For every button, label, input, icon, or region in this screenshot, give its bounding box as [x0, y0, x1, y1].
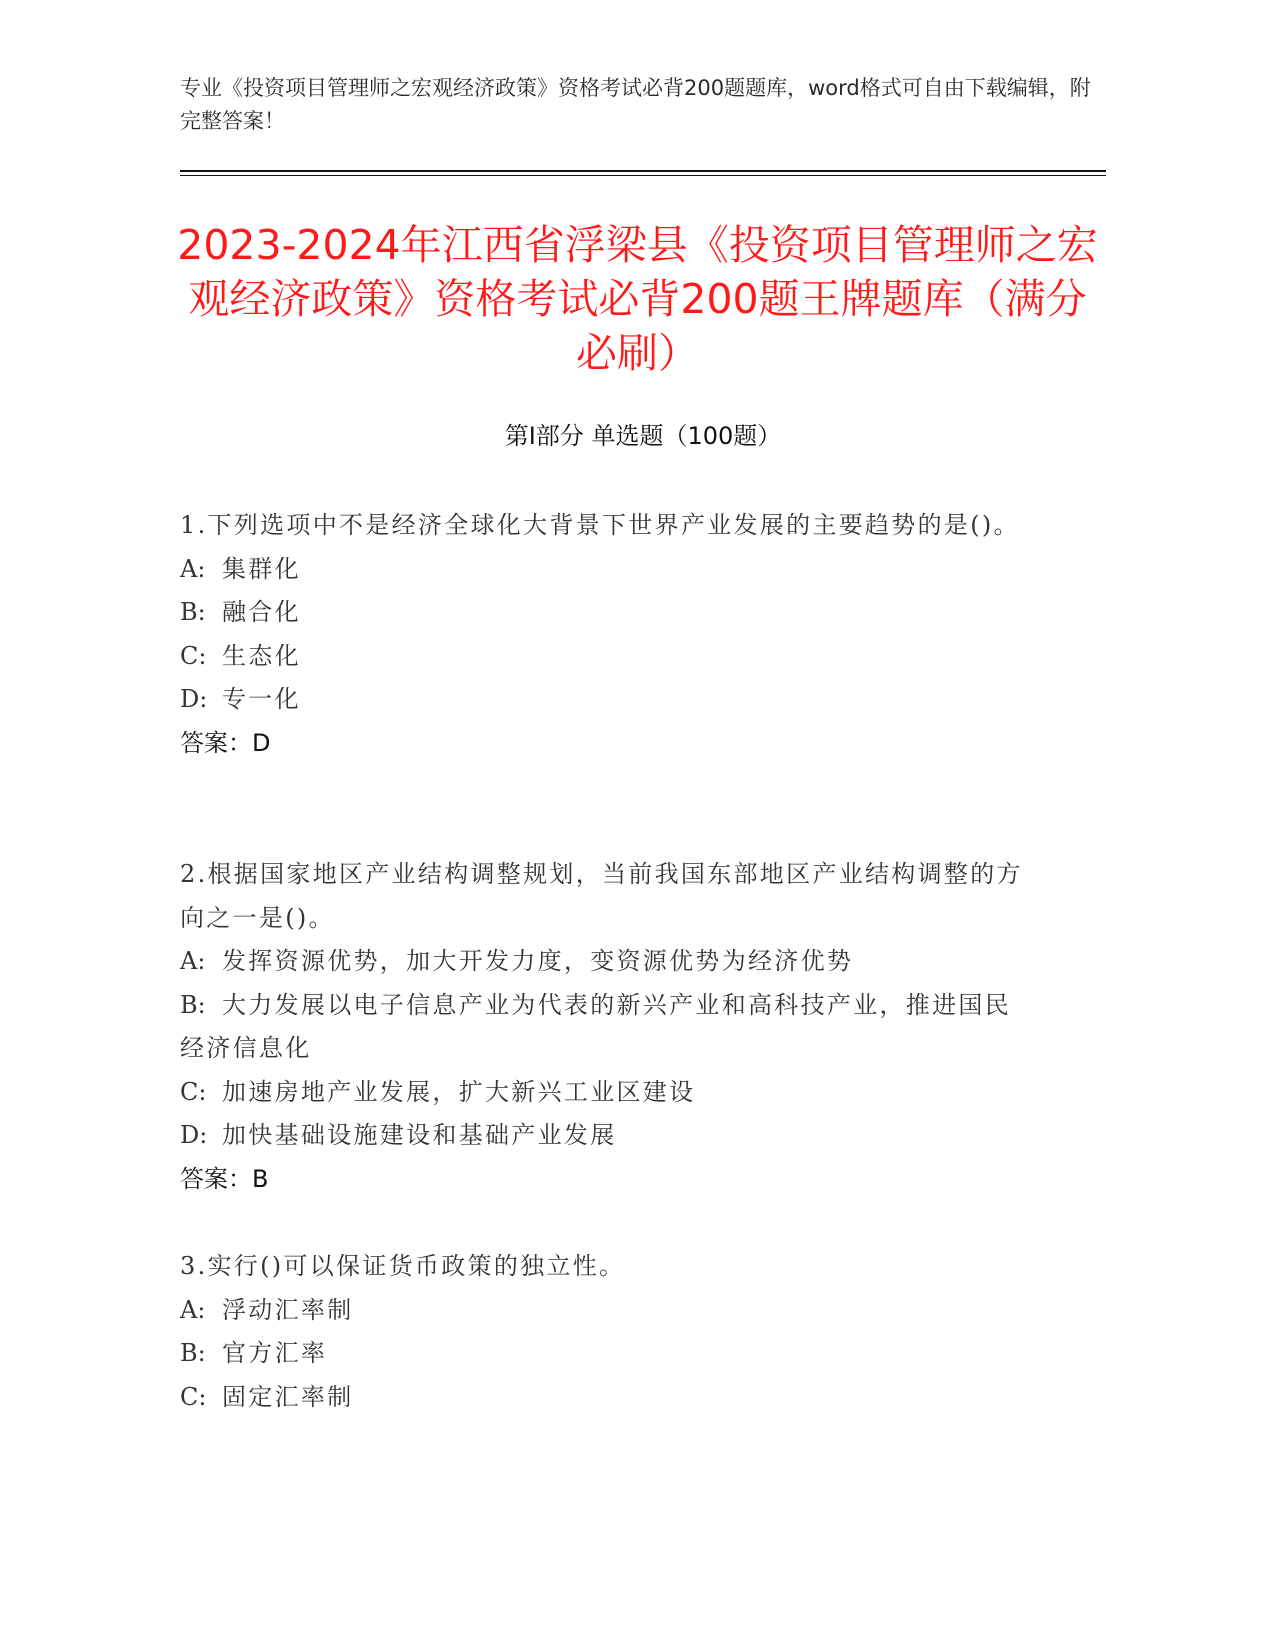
option-text: 大力发展以电子信息产业为代表的新兴产业和高科技产业，推进国民经济信息化	[180, 990, 1011, 1062]
document-title: 2023-2024年江西省浮梁县《投资项目管理师之宏观经济政策》资格考试必背200题王牌题库（满分必刷）	[177, 221, 1098, 377]
header-note: 专业《投资项目管理师之宏观经济政策》资格考试必背200题题库，word格式可自由下载编辑，附完整答案！	[180, 76, 1091, 133]
question-stem: 3.实行()可以保证货币政策的独立性。	[180, 1252, 626, 1280]
option-letter: A:	[180, 947, 206, 975]
option-b	[180, 591, 1030, 635]
header-rule-thin	[180, 175, 1106, 176]
question-stem: 1.下列选项中不是经济全球化大背景下世界产业发展的主要趋势的是()。	[180, 511, 1020, 539]
option-text: 融合化	[222, 598, 301, 626]
option-letter: B:	[180, 990, 206, 1019]
option-letter: C:	[180, 1382, 207, 1411]
option-d	[180, 1114, 1030, 1158]
answer-line: 答案：B	[180, 1164, 269, 1193]
option-letter: D:	[180, 685, 208, 713]
question-2	[180, 853, 1030, 1201]
option-c	[180, 635, 1030, 679]
option-letter: B:	[180, 1339, 206, 1367]
option-letter: C:	[180, 1077, 207, 1106]
option-text: 浮动汇率制	[222, 1295, 354, 1324]
option-text: 官方汇率	[222, 1339, 328, 1367]
option-letter: B:	[180, 598, 206, 626]
option-letter: A:	[180, 554, 206, 583]
option-b	[180, 984, 1030, 1071]
question-1	[180, 504, 1030, 765]
option-text: 加快基础设施建设和基础产业发展	[222, 1121, 617, 1149]
header-rule-thick	[180, 170, 1106, 172]
question-3	[180, 1245, 1030, 1419]
option-a	[180, 1289, 1030, 1333]
section-heading: 第Ⅰ部分 单选题（100题）	[504, 422, 782, 450]
option-d	[180, 678, 1030, 722]
option-text: 集群化	[222, 554, 301, 583]
option-a	[180, 940, 1030, 984]
question-stem: 2.根据国家地区产业结构调整规划，当前我国东部地区产业结构调整的方向之一是()。	[180, 860, 1023, 932]
option-text: 加速房地产业发展，扩大新兴工业区建设	[222, 1077, 696, 1106]
option-text: 发挥资源优势，加大开发力度，变资源优势为经济优势	[222, 947, 854, 975]
option-letter: C:	[180, 641, 207, 670]
option-letter: D:	[180, 1121, 208, 1149]
option-a	[180, 548, 1030, 592]
option-c	[180, 1376, 1030, 1420]
answer-line: 答案：D	[180, 728, 271, 757]
option-letter: A:	[180, 1295, 206, 1324]
option-b	[180, 1332, 1030, 1376]
option-text: 固定汇率制	[222, 1382, 354, 1411]
option-text: 专一化	[222, 685, 301, 713]
option-text: 生态化	[222, 641, 301, 670]
option-c	[180, 1071, 1030, 1115]
